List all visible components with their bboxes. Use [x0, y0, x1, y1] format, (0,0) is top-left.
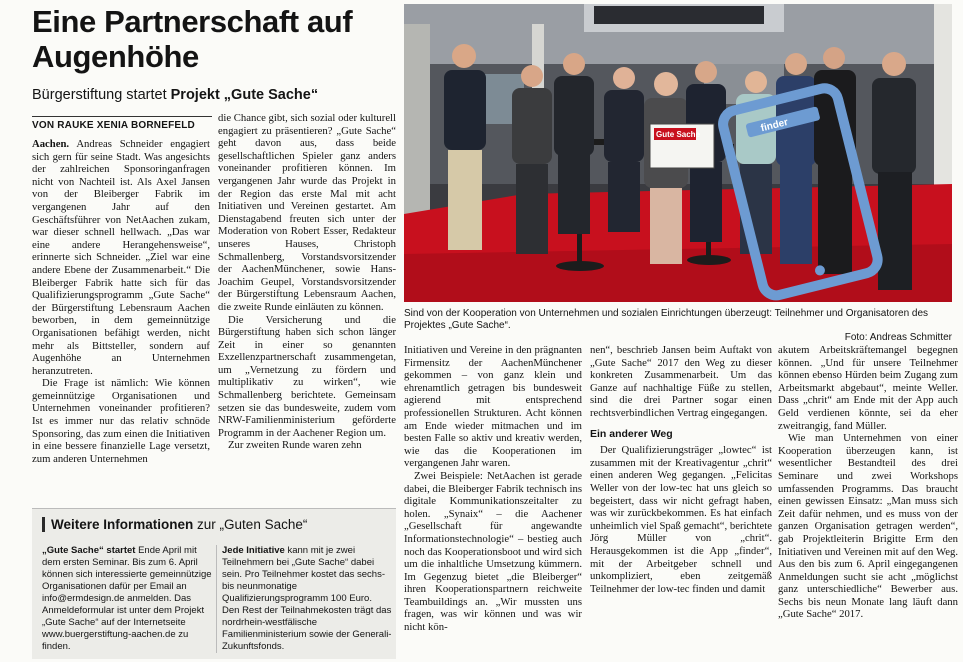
section-heading: Ein anderer Weg: [590, 427, 673, 440]
group-photo-illustration: [404, 4, 952, 302]
paragraph: akutem Arbeitskräftemangel begegnen können. „Und für unsere Teilnehmer können ebenso Hürden beim Zugang zum Arbeitsmarkt abgebaut“, meinte Weller. Dass „chrit“ am Ende mit der App auch Geld verdienen könnte, sei da eher zweitrangig, fand Müller.: [778, 344, 958, 432]
paragraph: Wie man Unternehmen von einer Kooperation überzeugen kann, ist wesentlicher Bestandteil des drei Seminare und zwei Workshops umfassenden Programms. Das braucht einen gewissen Einsatz: „Man muss sich Zeit dafür nehmen, und es muss von der ganzen Organisation getragen werden“, gab Projektleiterin Brigitte Erm den Initiativen und Vereinen mit auf den Weg. Aus den bis zum 6. April eingegangenen Anmeldungen sucht sie acht „möglichst ganz unterschiedliche“ Bewerber aus. Sechs bis neun Monate lang läuft dann „Gute Sache“ 2017.: [778, 432, 958, 621]
info-title-rest: zur „Guten Sache“: [197, 517, 308, 532]
text-column-2: [218, 112, 396, 494]
paragraph: [32, 138, 210, 377]
dateline: Aachen.: [32, 138, 70, 150]
info-divider: [216, 545, 217, 653]
photo-caption: [404, 308, 952, 344]
info-box: [32, 508, 396, 659]
sign-text: Gute Sache: [656, 130, 701, 139]
caption-text: Sind von der Kooperation von Unternehmen und sozialen Einrichtungen überzeugt: Teilnehmer und Organisatoren des Projektes „Gute Sache“.: [404, 308, 929, 331]
paragraph: Die Frage ist nämlich: Wie können gemeinnützige Organisationen und Unternehmen voneinander profitieren? Ist es immer nur das relativ schnöde Sponsoring, das zum einen die Initiativen in eine bessere finanzielle Lage versetzt, zum anderen Unternehmen: [32, 377, 210, 465]
photo-credit: Foto: Andreas Schmitter: [844, 332, 952, 343]
article-byline: VON RAUKE XENIA BORNEFELD: [32, 116, 212, 131]
paragraph: Zur zweiten Runde waren zehn: [228, 439, 362, 452]
paragraph: Der Qualifizierungsträger „lowtec“ ist zusammen mit der Kreativagentur „chrit“ einen anderen Weg gegangen. „Felicitas Weller von der low-tec hat uns gleich so begeistert, dass wir nicht gefragt haben, was wir zurückbekommen. Es hat einfach unheimlich viel Spaß gemacht“, berichtete Jörg Müller von „chrit“. Herausgekommen ist die App „finder“, mit der Arbeitgeber schnell und unkompliziert, eben zeitgemäß Teilnehmer der low-tec finden und damit: [590, 444, 772, 595]
article-photo: [404, 4, 952, 302]
text-column-1: [32, 138, 210, 506]
info-text: Ende April mit dem ersten Seminar. Bis zum 6. April können sich interessierte gemeinnützige Organisationen dafür per Email an info@ermdesign.de anmelden. Das Anmeldeformular ist unter dem Projekt „Gute Sache“ auf der Internetseite www.buergerstiftung-aachen.de zu finden.: [42, 545, 212, 652]
info-column-2: [222, 545, 392, 657]
subheadline-prefix: Bürgerstiftung startet: [32, 87, 167, 103]
info-box-title: [42, 517, 391, 532]
subheadline-project: Projekt „Gute Sache“: [170, 87, 319, 103]
info-lead: Jede Initiative: [222, 545, 285, 556]
article-subheadline: [32, 86, 404, 104]
paragraph: Die Versicherung und die Bürgerstiftung haben sich schon länger Zeit in einer so genannten Exzellenzpartnerschaft zusammengetan, um „Vernetzung zu fördern und multiplikativ zu wirken“, wie Schmallenberg berichtete. Gemeinsam setzen sie das bundesweite, zudem vom NRW-Familienministerium geförderte Programm in der Aachener Region um.: [218, 313, 396, 439]
paragraph: nen“, beschrieb Jansen beim Auftakt von „Gute Sache“ 2017 den Weg zu dieser konkreten Zusammenarbeit. Um das Ganze auf nachhaltige Füße zu stellen, sind die drei Partner sogar einen rechtsverbindlichen Vertrag eingegangen.: [590, 344, 772, 419]
paragraph: Initiativen und Vereine in den prägnanten Firmensitz der AachenMünchener gekommen – von ganz klein und ehrenamtlich getragen bis bundesweit agierend mit entsprechend professionellen Strukturen. Acht können am Ende wieder mitmachen und im besten Falle so aktiv und kreativ werden, wie das die Kooperationen im vergangenen Jahr waren.: [404, 344, 582, 470]
text-column-3: [404, 344, 582, 662]
paragraph: Zwei Beispiele: NetAachen ist gerade dabei, die Bleiberger Fabrik technisch ins digitale Kommunikationszeitalter zu holen. „Synaix“ – die Aachener „Gesellschaft für angewandte Informationstechnologie“ – bestieg auch noch das Kooperationsboot und wird sich um die inhaltliche Umsetzung kümmern. Im Gegenzug bietet „die Bleiberger“ ihren Kooperationspartnern reichweite Teambuildings an. „Wir mussten uns fragen, was wir können und was wir nicht kön-: [404, 469, 582, 634]
text-column-5: [778, 344, 958, 662]
paragraph: die Chance gibt, sich sozial oder kulturell engagiert zu präsentieren? „Gute Sache“ geht davon aus, dass beide gesellschaftlichen Spieler ganz anders voneinander profitieren können. Im vergangenen Jahr wurde das Projekt in der Region das erste Mal mit acht Initiativen und Vereinen gestartet. Am Dienstagabend freuten sich unter der Moderation von Robert Esser, Redakteur unseres Hauses, Christoph Schmallenberg, Vorstandsvorsitzender der AachenMünchener, sowie Hans-Joachim Geupel, Vorstandsvorsitzender der Bürgerstiftung Lebensraum Aachen, die zweite Runde einläuten zu können.: [218, 112, 396, 313]
paragraph-text: Andreas Schneider engagiert sich gern für seine Stadt. Was angesichts der zahlreichen Sponsoringanfragen nicht von Nachteil ist. Als Axel Jansen von der Bleiberger Fabrik im vergangenen Jahr auf den Geschäftsführer von NetAachen zukam, war dieser schnell hellwach. „Das war eine andere Herangehensweise“, erinnerte sich Schneider. „Ziel war eine andere Ebene der Zusammenarbeit.“ Die Bleiberger Fabrik hatte sich für das Qualifizierungsprogramm „Gute Sache“ der Bürgerstiftung Lebensraum Aachen beworben, in dem gemeinnützige Organisationen befähigt werden, nicht mehr als Bittsteller, sondern auf Augenhöhe an Unternehmen heranzutreten.: [32, 138, 210, 377]
info-text: kann mit je zwei Teilnehmern bei „Gute Sache“ dabei sein. Pro Teilnehmer kostet das sechs- bis neunmonatige Qualifizierungsprogramm 100 Euro. Den Rest der Teilnahmekosten trägt das nordrhein-westfälische Familienministerium sowie der Generali-Zukunftsfonds.: [222, 545, 392, 652]
info-lead: „Gute Sache“ startet: [42, 545, 136, 556]
info-column-1: [42, 545, 212, 657]
article-headline: Eine Partnerschaft auf Augenhöhe: [32, 4, 353, 74]
info-title-bold: Weitere Informationen: [51, 517, 194, 532]
text-column-4: [590, 344, 772, 662]
phone-label: finder: [759, 116, 790, 135]
